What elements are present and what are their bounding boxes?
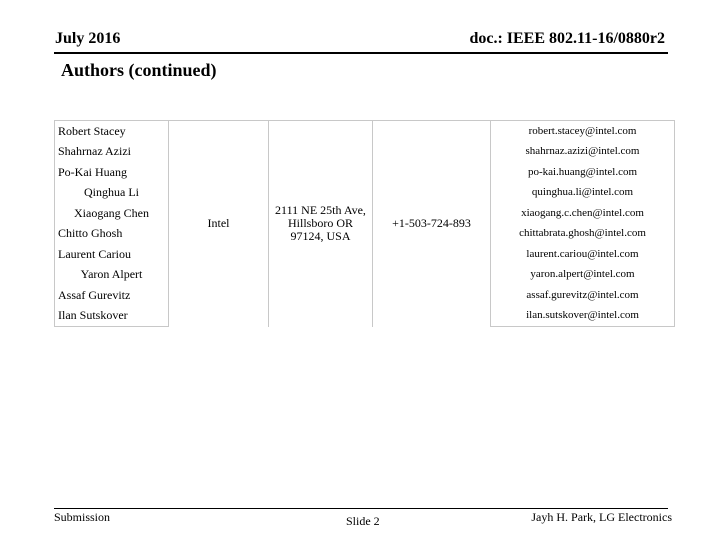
author-email: po-kai.huang@intel.com <box>491 162 675 183</box>
author-name: Laurent Cariou <box>55 244 169 265</box>
author-email: yaron.alpert@intel.com <box>491 265 675 286</box>
author-email: shahrnaz.azizi@intel.com <box>491 142 675 163</box>
header-divider <box>54 52 668 54</box>
author-name: Chitto Ghosh <box>55 224 169 245</box>
phone-cell: +1-503-724-893 <box>373 121 491 327</box>
author-email: xiaogang.c.chen@intel.com <box>491 203 675 224</box>
address-cell: 2111 NE 25th Ave, Hillsboro OR 97124, USA <box>269 121 373 327</box>
footer-author: Jayh H. Park, LG Electronics <box>531 510 672 524</box>
table-row <box>55 121 675 142</box>
author-email: chittabrata.ghosh@intel.com <box>491 224 675 245</box>
author-email: quinghua.li@intel.com <box>491 183 675 204</box>
author-name: Xiaogang Chen <box>55 203 169 224</box>
author-name: Assaf Gurevitz <box>55 285 169 306</box>
author-name: Shahrnaz Azizi <box>55 142 169 163</box>
author-email: ilan.sutskover@intel.com <box>491 306 675 327</box>
author-email: robert.stacey@intel.com <box>491 121 675 142</box>
slide-title: Authors (continued) <box>61 60 217 80</box>
author-name: Yaron Alpert <box>55 265 169 286</box>
header-date: July 2016 <box>55 30 121 47</box>
header-doc-id: doc.: IEEE 802.11-16/0880r2 <box>469 30 665 47</box>
author-name: Po-Kai Huang <box>55 162 169 183</box>
author-email: assaf.gurevitz@intel.com <box>491 285 675 306</box>
author-name: Robert Stacey <box>55 121 169 142</box>
author-email: laurent.cariou@intel.com <box>491 244 675 265</box>
footer-slide-number: Slide 2 <box>346 514 380 528</box>
author-name: Qinghua Li <box>55 183 169 204</box>
footer-submission: Submission <box>54 510 111 524</box>
footer-divider <box>54 508 668 509</box>
affiliation-cell: Intel <box>169 121 269 327</box>
author-name: Ilan Sutskover <box>55 306 169 327</box>
authors-table <box>54 120 675 327</box>
